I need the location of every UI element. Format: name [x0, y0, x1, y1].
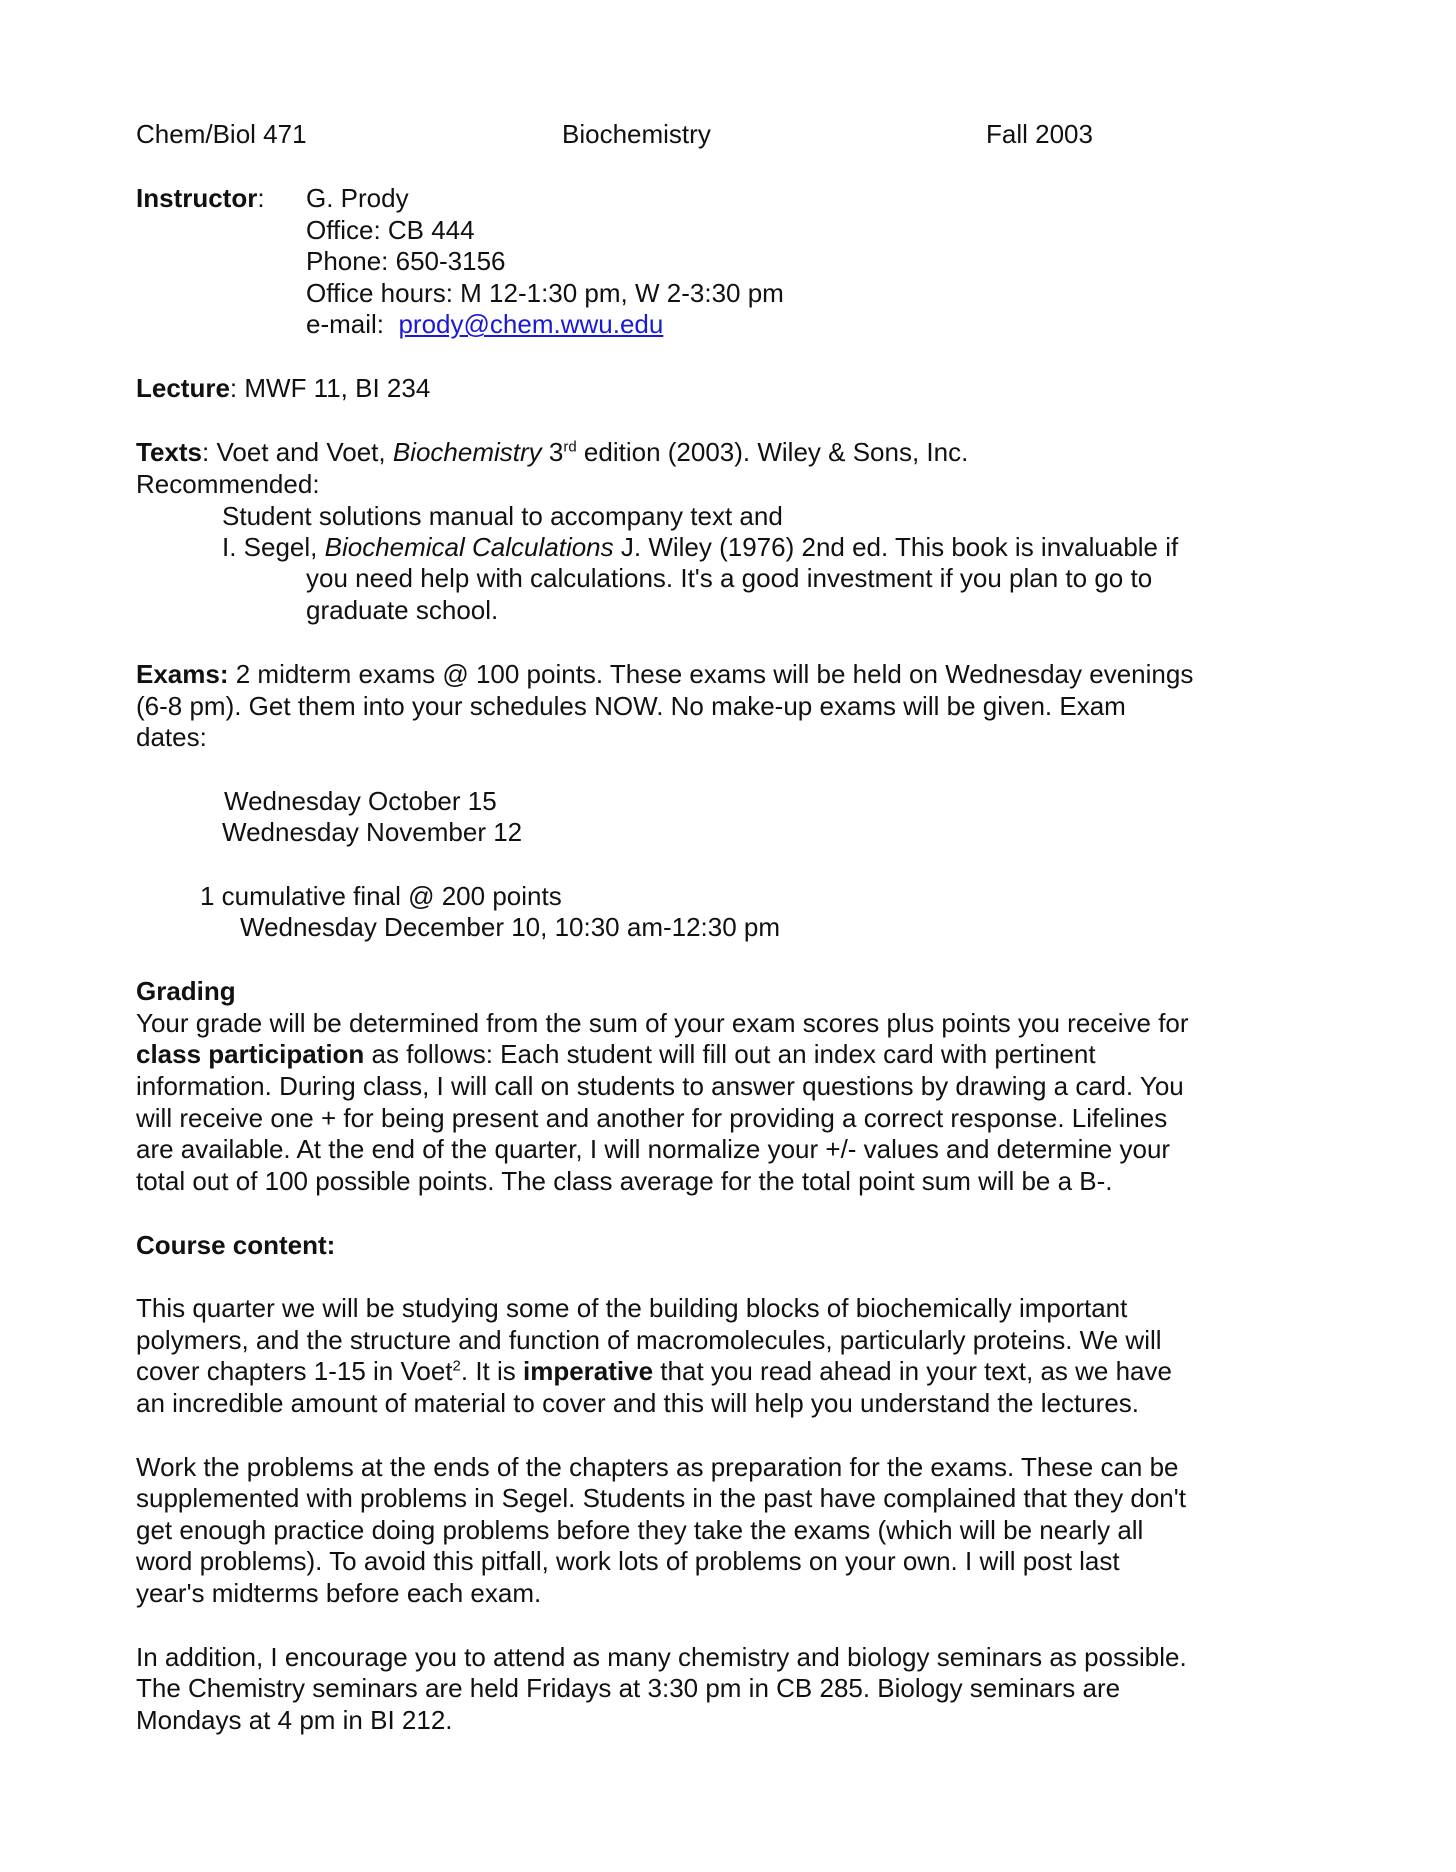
final-exam-date: Wednesday December 10, 10:30 am-12:30 pm: [240, 912, 781, 942]
rec2-author: I. Segel,: [222, 532, 325, 562]
p1-l3-pre: cover chapters 1-15 in Voet: [136, 1356, 453, 1386]
instructor-email-row: [306, 308, 663, 340]
lecture-label: Lecture: [136, 373, 230, 403]
grading-line-6: total out of 100 possible points. The class average for the total point sum will be a B-.: [136, 1166, 1113, 1196]
recommended-item-2-cont-2: graduate school.: [306, 595, 499, 625]
content-p2-line-2: supplemented with problems in Segel. Students in the past have complained that they don't: [136, 1483, 1186, 1513]
content-p2-line-4: word problems). To avoid this pitfall, work lots of problems on your own. I will post last: [136, 1546, 1120, 1576]
content-p1-line-4: an incredible amount of material to cover and this will help you understand the lectures.: [136, 1388, 1140, 1418]
content-p1-line-3: [136, 1355, 1172, 1387]
content-p1-line-2: polymers, and the structure and function of macromolecules, particularly proteins. We will: [136, 1325, 1162, 1355]
content-p3-line-2: The Chemistry seminars are held Fridays at 3:30 pm in CB 285. Biology seminars are: [136, 1673, 1121, 1703]
exam-date-2: Wednesday November 12: [222, 817, 523, 847]
grading-line-5: are available. At the end of the quarter, I will normalize your +/- values and determine your: [136, 1134, 1171, 1164]
instructor-phone: Phone: 650-3156: [306, 246, 506, 276]
content-p2-line-5: year's midterms before each exam.: [136, 1578, 542, 1608]
content-p3-line-1: In addition, I encourage you to attend as many chemistry and biology seminars as possible.: [136, 1642, 1187, 1672]
exam-date-1: Wednesday October 15: [224, 786, 497, 816]
class-participation: class participation: [136, 1039, 365, 1069]
grading-line-2: [136, 1038, 1096, 1070]
texts-label: Texts: [136, 437, 202, 467]
email-link[interactable]: prody@chem.wwu.edu: [398, 309, 664, 339]
texts-edition-sup: rd: [563, 438, 577, 456]
exams-line-3: dates:: [136, 722, 207, 752]
texts-book-title: Biochemistry: [392, 437, 542, 467]
grading-line-1: Your grade will be determined from the sum of your exam scores plus points you receive for: [136, 1008, 1189, 1038]
rec2-book-title: Biochemical Calculations: [324, 532, 614, 562]
texts-row: [136, 436, 968, 468]
email-label: e-mail:: [306, 309, 385, 339]
instructor-office: Office: CB 444: [306, 215, 475, 245]
recommended-item-2-cont-1: you need help with calculations. It's a good investment if you plan to go to: [306, 563, 1153, 593]
recommended-item-1: Student solutions manual to accompany text and: [222, 501, 783, 531]
exams-label: Exams:: [136, 659, 229, 689]
lecture-info: : MWF 11, BI 234: [229, 373, 431, 403]
instructor-name: G. Prody: [306, 183, 409, 213]
texts-prefix: : Voet and Voet,: [202, 437, 393, 467]
texts-edition-num: 3: [541, 437, 564, 467]
content-p1-line-1: This quarter we will be studying some of the building blocks of biochemically important: [136, 1293, 1128, 1323]
course-title: Biochemistry: [562, 119, 711, 149]
instructor-label: Instructor: [136, 183, 258, 213]
instructor-row: Instructor:: [136, 183, 265, 213]
rec2-details: J. Wiley (1976) 2nd ed. This book is invaluable if: [613, 532, 1179, 562]
course-number: Chem/Biol 471: [136, 119, 307, 149]
final-exam: 1 cumulative final @ 200 points: [200, 881, 562, 911]
p1-l3-post: that you read ahead in your text, as we have: [653, 1356, 1172, 1386]
grading-line-4: will receive one + for being present and another for providing a correct response. Lifelines: [136, 1103, 1168, 1133]
content-p2-line-1: Work the problems at the ends of the chapters as preparation for the exams. These can be: [136, 1452, 1179, 1482]
exams-row: [136, 658, 1193, 690]
recommended-label: Recommended:: [136, 469, 320, 499]
content-p3-line-3: Mondays at 4 pm in BI 212.: [136, 1705, 453, 1735]
exams-line-1: 2 midterm exams @ 100 points. These exams will be held on Wednesday evenings: [228, 659, 1194, 689]
grading-line-3: information. During class, I will call on students to answer questions by drawing a card. You: [136, 1071, 1184, 1101]
p1-l3-mid: . It is: [460, 1356, 523, 1386]
content-p2-line-3: get enough practice doing problems before they take the exams (which will be nearly all: [136, 1515, 1144, 1545]
term: Fall 2003: [986, 119, 1093, 149]
lecture-row: [136, 372, 430, 404]
instructor-office-hours: Office hours: M 12-1:30 pm, W 2-3:30 pm: [306, 278, 784, 308]
grading-line-2-rest: as follows: Each student will fill out an index card with pertinent: [364, 1039, 1096, 1069]
recommended-item-2: [222, 531, 1178, 563]
imperative: imperative: [523, 1356, 654, 1386]
voet-sup: 2: [452, 1357, 461, 1375]
course-content-heading: Course content:: [136, 1230, 336, 1260]
exams-line-2: (6-8 pm). Get them into your schedules NOW. No make-up exams will be given. Exam: [136, 691, 1126, 721]
texts-suffix: edition (2003). Wiley & Sons, Inc.: [576, 437, 969, 467]
grading-heading: Grading: [136, 976, 236, 1006]
